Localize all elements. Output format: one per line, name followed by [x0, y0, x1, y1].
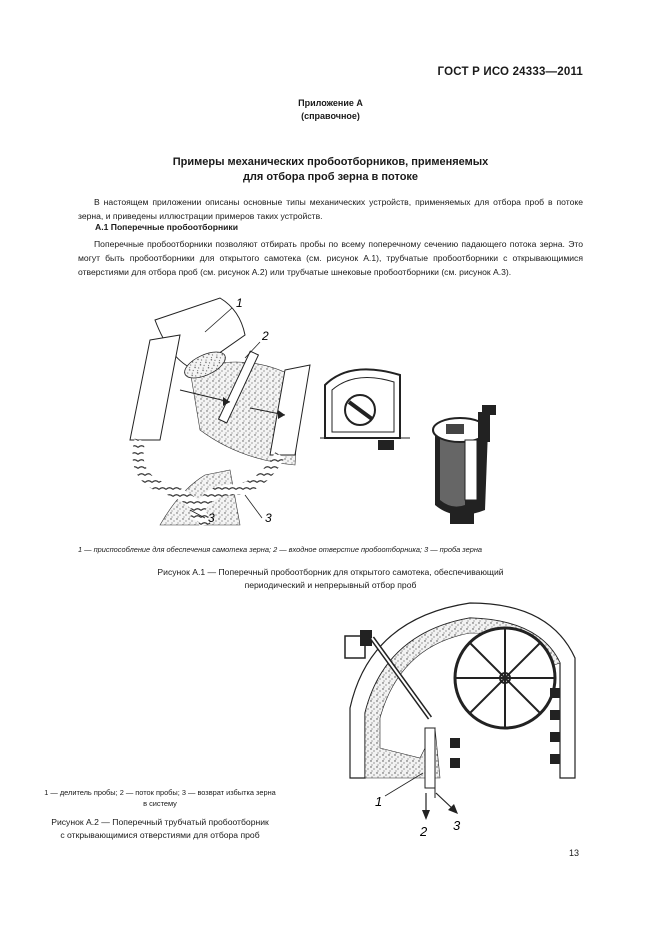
page-title	[0, 155, 661, 185]
figure-a2-legend	[40, 787, 280, 809]
page-number: 13	[568, 848, 579, 858]
figure-a1-callout-3b: 3	[265, 511, 272, 525]
annex-heading	[0, 97, 661, 123]
cylindrical-sampler-drawing	[433, 405, 496, 524]
figure-a2-callout-1: 1	[375, 794, 383, 809]
figure-a1-caption	[0, 566, 661, 592]
figure-a1-caption-line2: периодический и непрерывный отбор проб	[244, 580, 417, 590]
figure-a2-illustration	[340, 598, 580, 843]
distribution-wheel	[455, 628, 555, 728]
round-sampler-drawing	[320, 369, 410, 450]
figure-a2-callout-3: 3	[453, 818, 461, 833]
annex-title: Приложение А	[298, 98, 363, 108]
figure-a1-callout-3a: 3	[208, 511, 215, 525]
sample-divider	[425, 728, 435, 788]
figure-a1-callout-2: 2	[262, 329, 269, 343]
section-a1-heading: А.1 Поперечные пробоотборники	[95, 222, 239, 232]
figure-a2-caption-line1: Рисунок А.2 — Поперечный трубчатый пробоотборник	[51, 817, 269, 827]
page-title-line2: для отбора проб зерна в потоке	[242, 171, 419, 183]
figure-a2-legend-line2: в систему	[143, 799, 177, 808]
figure-a2-caption-line2: с открывающимися отверстиями для отбора проб	[60, 830, 260, 840]
document-id: ГОСТ Р ИСО 24333—2011	[437, 66, 583, 78]
figure-a1-caption-line1: Рисунок А.1 — Поперечный пробоотборник для открытого самотека, обеспечивающий	[157, 567, 504, 577]
annex-subtitle: (справочное)	[301, 111, 360, 121]
figure-a1-callout-1: 1	[236, 296, 243, 310]
figure-a2-caption	[40, 816, 280, 842]
section-a1-paragraph: Поперечные пробоотборники позволяют отбирать пробы по всему поперечному сечению падающего потока зерна. Это могут быть пробоотборники для открытого самотека (см. рисунок А.1), трубчатые пробоотборники с открывающимися отверстиями для отбора проб (см. рисунок А.2) или трубчатые шнековые пробоотборники (см. рисунок А.3).	[78, 239, 583, 277]
figure-a1-legend: 1 — приспособление для обеспечения самотека зерна; 2 — входное отверстие пробоотборника; 3 — проба зерна	[78, 545, 483, 554]
figure-a1-illustration	[110, 290, 530, 535]
figure-a2-legend-line1: 1 — делитель пробы; 2 — поток пробы; 3 — возврат избытка зерна	[44, 788, 276, 797]
intro-paragraph: В настоящем приложении описаны основные типы механических устройств, применяемых для отбора проб в потоке зерна, и приведены иллюстрации примеров таких устройств.	[78, 197, 583, 221]
page-title-line1: Примеры механических пробоотборников, применяемых	[172, 156, 489, 168]
figure-a2-callout-2: 2	[420, 824, 428, 839]
